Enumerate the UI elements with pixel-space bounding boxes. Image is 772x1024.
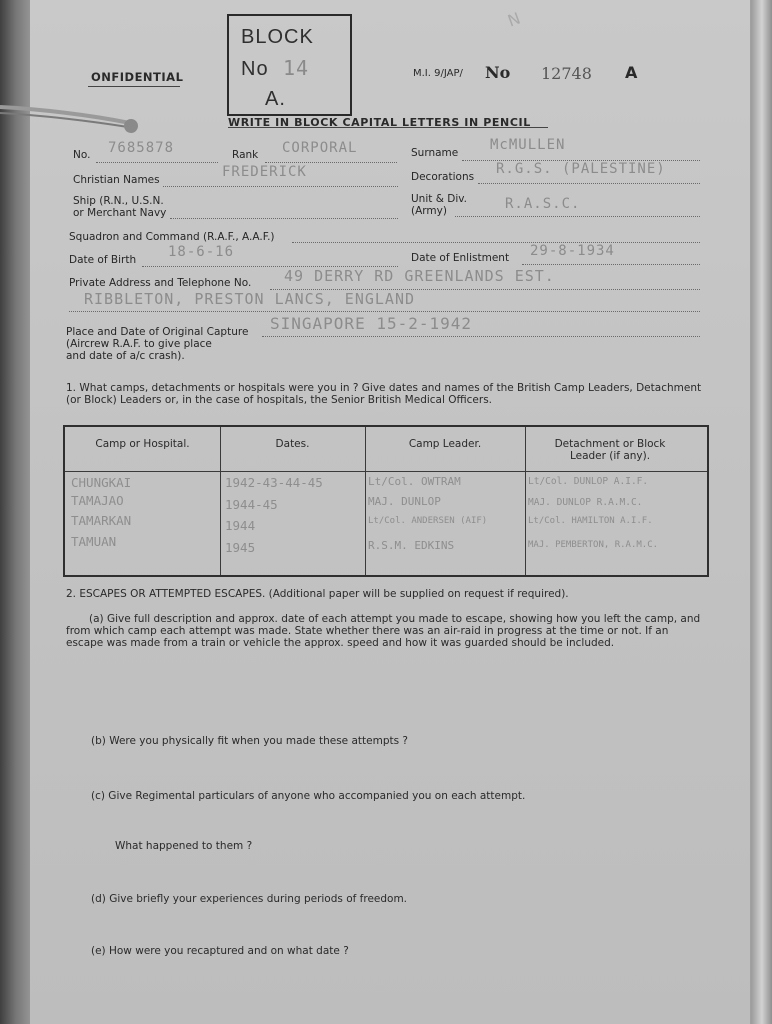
- rank-line: [265, 162, 397, 163]
- number-label: No: [485, 63, 511, 82]
- question-2-title: 2. ESCAPES OR ATTEMPTED ESCAPES. (Additional paper will be supplied on request if required).: [66, 588, 569, 600]
- date-of-birth-value: 18-6-16: [168, 244, 235, 260]
- table-cell: 1945: [225, 540, 256, 555]
- table-header-camp-leader: Camp Leader.: [408, 438, 482, 450]
- table-cell: Lt/Col. HAMILTON A.I.F.: [528, 516, 653, 526]
- capture-label-line3: and date of a/c crash).: [66, 350, 185, 362]
- confidential-heading: ONFIDENTIAL: [91, 70, 184, 84]
- date-of-birth-label: Date of Birth: [69, 254, 137, 266]
- table-header-divider: [65, 471, 707, 472]
- table-cell: 1944-45: [225, 497, 278, 512]
- address-value-line1: 49 DERRY RD GREENLANDS EST.: [284, 267, 555, 285]
- table-cell: MAJ. PEMBERTON, R.A.M.C.: [528, 540, 659, 550]
- question-2a-line2: from which camp each attempt was made. State whether there was an air-raid in progress at the time or not. If an: [66, 625, 669, 637]
- instruction-underline: [228, 127, 548, 128]
- question-2c-followup: What happened to them ?: [115, 840, 253, 852]
- table-header-camp: Camp or Hospital.: [95, 438, 190, 450]
- rank-label: Rank: [232, 149, 259, 161]
- question-2d: (d) Give briefly your experiences during periods of freedom.: [91, 893, 408, 905]
- squadron-line: [292, 242, 700, 243]
- stamp-block-label: BLOCK: [241, 26, 314, 48]
- decorations-label: Decorations: [411, 171, 475, 183]
- service-number-value: 7685878: [108, 140, 175, 156]
- stamp-letter: A.: [265, 88, 286, 110]
- confidential-underline: [88, 86, 180, 87]
- christian-names-value: FREDERICK: [222, 164, 307, 180]
- question-2e: (e) How were you recaptured and on what date ?: [91, 945, 349, 957]
- table-cell: MAJ. DUNLOP R.A.M.C.: [528, 497, 643, 508]
- table-cell: 1944: [225, 518, 256, 533]
- table-cell: R.S.M. EDKINS: [368, 539, 455, 552]
- service-number-line: [96, 162, 218, 163]
- table-column-divider: [525, 427, 526, 575]
- capture-line: [262, 336, 700, 337]
- question-1-line2: (or Block) Leaders or, in the case of hospitals, the Senior British Medical Officers.: [66, 394, 493, 406]
- enlistment-date-line: [522, 264, 700, 265]
- rank-value: CORPORAL: [282, 140, 358, 156]
- ship-label-line1: Ship (R.N., U.S.N.: [73, 195, 164, 207]
- unit-label-line1: Unit & Div.: [411, 193, 467, 205]
- table-cell: Lt/Col. ANDERSEN (AIF): [368, 516, 488, 526]
- capture-value: SINGAPORE 15-2-1942: [270, 314, 473, 333]
- binder-string: [0, 95, 150, 145]
- surname-value: McMULLEN: [490, 137, 566, 153]
- unit-value: R.A.S.C.: [505, 196, 581, 212]
- table-cell: Lt/Col. DUNLOP A.I.F.: [528, 476, 649, 487]
- enlistment-date-value: 29-8-1934: [530, 243, 615, 259]
- question-2a-line3: escape was made from a train or vehicle the approx. speed and how it was guarded should be included.: [66, 637, 615, 649]
- address-line-2: [69, 311, 700, 312]
- christian-names-label: Christian Names: [73, 174, 160, 186]
- table-cell: MAJ. DUNLOP: [368, 495, 441, 508]
- unit-line: [455, 216, 700, 217]
- form-suffix: A: [625, 63, 638, 82]
- margin-note: N: [505, 8, 523, 31]
- capture-label-line2: (Aircrew R.A.F. to give place: [66, 338, 212, 350]
- question-2c: (c) Give Regimental particulars of anyone who accompanied you on each attempt.: [91, 790, 526, 802]
- table-header-detachment-leader: Detachment or Block Leader (if any).: [554, 438, 666, 462]
- question-1-line1: 1. What camps, detachments or hospitals were you in ? Give dates and names of the British Camp Leaders, Detachment: [66, 382, 702, 394]
- table-cell: TAMUAN: [71, 534, 117, 549]
- table-cell: CHUNGKAI: [71, 475, 132, 490]
- ship-label-line2: or Merchant Navy: [73, 207, 167, 219]
- form-number: 12748: [541, 64, 592, 83]
- table-cell: Lt/Col. OWTRAM: [368, 475, 461, 488]
- table-cell: TAMARKAN: [71, 513, 132, 528]
- question-2b: (b) Were you physically fit when you made these attempts ?: [91, 735, 408, 747]
- table-header-dates: Dates.: [275, 438, 310, 450]
- enlistment-date-label: Date of Enlistment: [411, 252, 510, 264]
- stamp-number-value: 14: [283, 56, 310, 80]
- capture-label-line1: Place and Date of Original Capture: [66, 326, 249, 338]
- unit-label-line2: (Army): [411, 205, 447, 217]
- stamp-number-label: No: [241, 58, 269, 80]
- table-cell: TAMAJAO: [71, 493, 124, 508]
- christian-names-line: [163, 186, 398, 187]
- camp-table: [63, 425, 709, 577]
- address-label: Private Address and Telephone No.: [69, 277, 252, 289]
- address-value-line2: RIBBLETON, PRESTON LANCS, ENGLAND: [84, 290, 416, 308]
- decorations-value: R.G.S. (PALESTINE): [496, 161, 666, 177]
- surname-label: Surname: [411, 147, 459, 159]
- instruction-heading: WRITE IN BLOCK CAPITAL LETTERS IN PENCIL: [228, 116, 531, 129]
- form-reference: M.I. 9/JAP/: [413, 68, 463, 79]
- squadron-label: Squadron and Command (R.A.F., A.A.F.): [69, 231, 275, 243]
- service-number-label: No.: [73, 149, 91, 161]
- block-stamp: [227, 14, 352, 116]
- question-2a-line1: (a) Give full description and approx. date of each attempt you made to escape, showing how you left the camp, and: [89, 613, 701, 625]
- decorations-line: [478, 183, 700, 184]
- ship-line: [170, 218, 398, 219]
- table-cell: 1942-43-44-45: [225, 475, 323, 490]
